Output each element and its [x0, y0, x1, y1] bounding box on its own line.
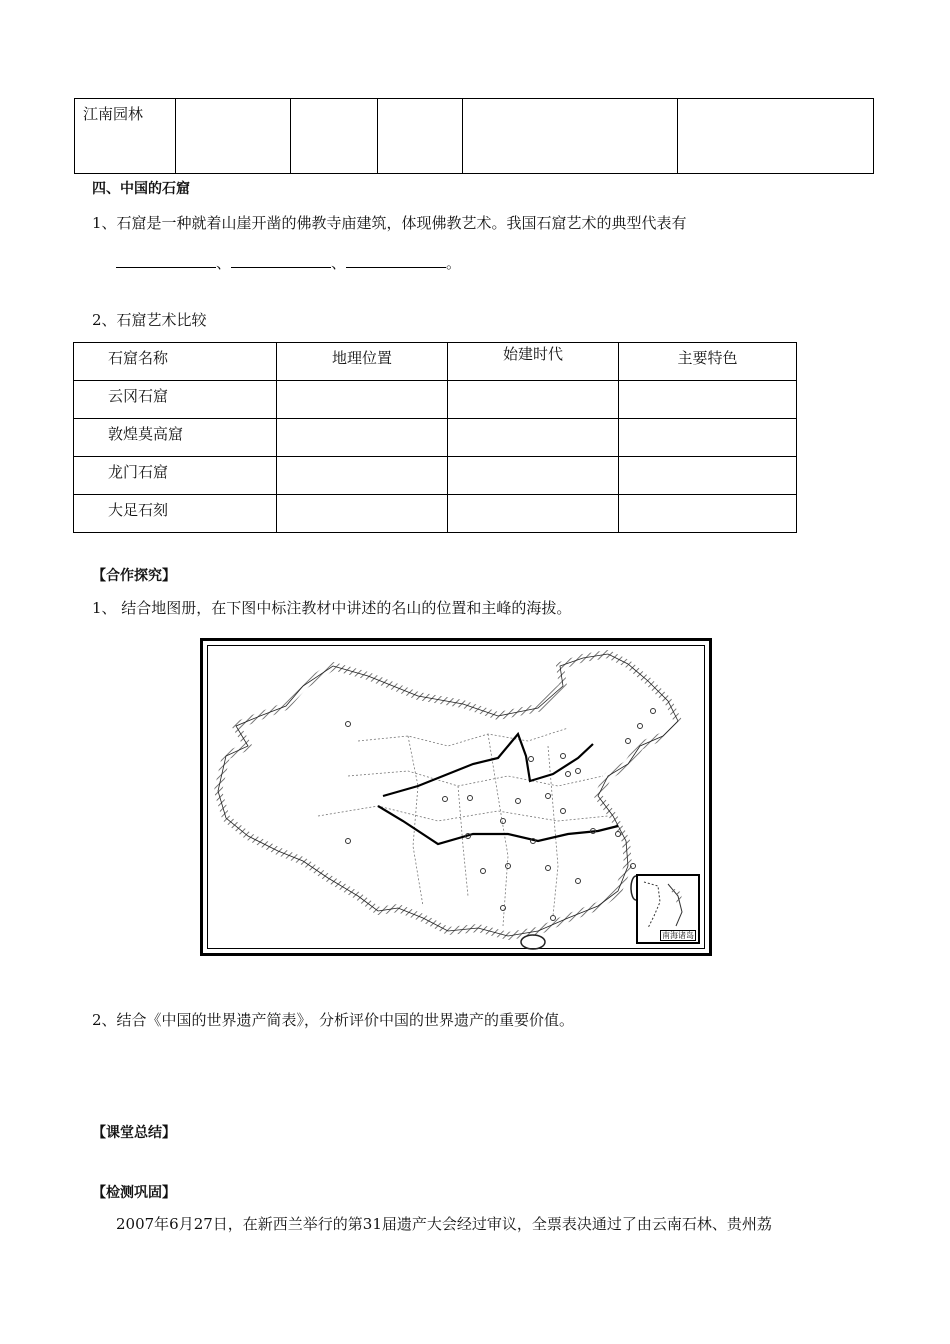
- map-inset: [636, 874, 700, 944]
- grotto-cell[interactable]: [277, 381, 448, 419]
- garden-cell[interactable]: [678, 99, 874, 174]
- grotto-cell[interactable]: [277, 457, 448, 495]
- grotto-header-cell: [619, 343, 797, 381]
- blank-sep-1: 、: [216, 254, 232, 272]
- table-row: [74, 457, 797, 495]
- grotto-header-row: [74, 343, 797, 381]
- grotto-name: 龙门石窟: [108, 463, 169, 481]
- grotto-cell[interactable]: [277, 419, 448, 457]
- blank-1[interactable]: [116, 252, 216, 268]
- grotto-cell[interactable]: [619, 495, 797, 533]
- grotto-name: 云冈石窟: [108, 387, 169, 405]
- grotto-header-features: 主要特色: [677, 349, 738, 367]
- blank-3[interactable]: [346, 252, 446, 268]
- grotto-cell[interactable]: [448, 495, 619, 533]
- blank-end: 。: [446, 254, 462, 272]
- grotto-cell[interactable]: [619, 381, 797, 419]
- grotto-header-era: 始建时代: [502, 345, 563, 363]
- grotto-name-cell: [74, 495, 277, 533]
- map-inset-label: 南海诸岛: [662, 931, 694, 940]
- grotto-name-cell: [74, 457, 277, 495]
- test-text: 2007年6月27日，在新西兰举行的第31届遗产大会经过审议，全票表决通过了由云南石林、贵州荔: [116, 1215, 772, 1233]
- china-map[interactable]: [200, 638, 712, 956]
- garden-row-label-text: 江南园林: [83, 105, 144, 123]
- grotto-header-cell: [448, 343, 619, 381]
- grotto-header-cell: [277, 343, 448, 381]
- garden-cell[interactable]: [463, 99, 678, 174]
- blank-sep-2: 、: [331, 254, 347, 272]
- table-row: [74, 495, 797, 533]
- yangtze-river: [378, 806, 618, 844]
- grotto-name: 大足石刻: [108, 501, 169, 519]
- blank-2[interactable]: [231, 252, 331, 268]
- table-row: [74, 419, 797, 457]
- grotto-name: 敦煌莫高窟: [108, 425, 184, 443]
- grotto-table: [73, 342, 797, 533]
- grotto-header-location: 地理位置: [331, 349, 392, 367]
- section4-q2-text: 2、石窟艺术比较: [92, 311, 207, 329]
- table-row: [74, 381, 797, 419]
- section4-heading: 四、中国的石窟: [92, 181, 190, 197]
- grotto-cell[interactable]: [619, 457, 797, 495]
- grotto-cell[interactable]: [448, 381, 619, 419]
- cooperation-q2: 2、结合《中国的世界遗产简表》，分析评价中国的世界遗产的重要价值。: [92, 1011, 575, 1029]
- garden-cell[interactable]: [176, 99, 291, 174]
- map-inner-border: [207, 645, 705, 949]
- section4-q1-text: 1、石窟是一种就着山崖开凿的佛教寺庙建筑，体现佛教艺术。我国石窟艺术的典型代表有: [92, 214, 687, 232]
- grotto-cell[interactable]: [619, 419, 797, 457]
- grotto-header-cell: [74, 343, 277, 381]
- garden-cell[interactable]: [378, 99, 463, 174]
- test-heading: 【检测巩固】: [92, 1185, 176, 1201]
- inset-svg: [638, 876, 694, 938]
- cooperation-heading: 【合作探究】: [92, 568, 176, 584]
- yellow-river: [383, 734, 593, 796]
- garden-cell[interactable]: [291, 99, 378, 174]
- hainan-island: [521, 935, 545, 949]
- grotto-cell[interactable]: [448, 419, 619, 457]
- china-outline-svg: [208, 646, 710, 954]
- grotto-cell[interactable]: [277, 495, 448, 533]
- grotto-cell[interactable]: [448, 457, 619, 495]
- garden-row-label: [75, 99, 176, 174]
- grotto-name-cell: [74, 381, 277, 419]
- summary-heading: 【课堂总结】: [92, 1125, 176, 1141]
- grotto-name-cell: [74, 419, 277, 457]
- china-border: [218, 654, 678, 936]
- q1-blanks-line: [116, 252, 461, 273]
- cooperation-q1: 1、 结合地图册，在下图中标注教材中讲述的名山的位置和主峰的海拔。: [92, 599, 572, 617]
- garden-table: [74, 98, 874, 174]
- grotto-header-name: 石窟名称: [108, 349, 169, 367]
